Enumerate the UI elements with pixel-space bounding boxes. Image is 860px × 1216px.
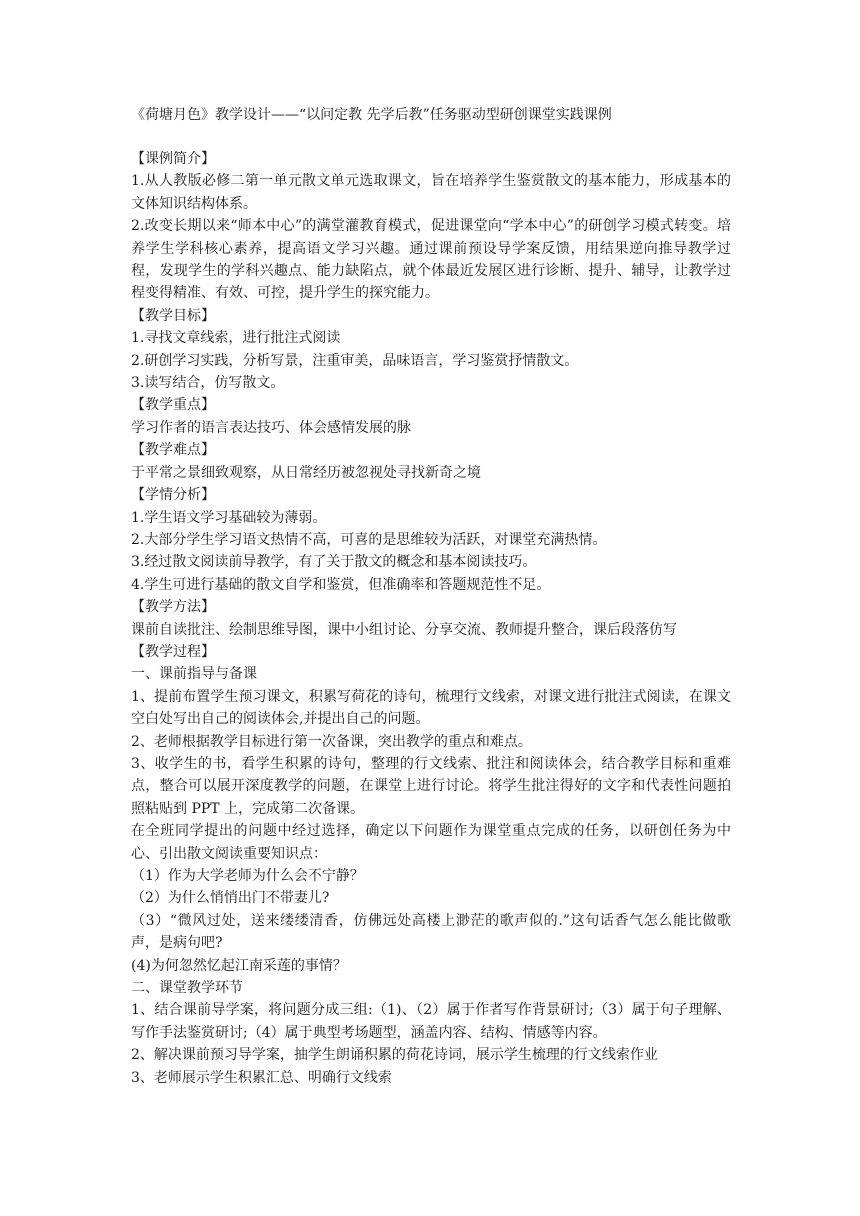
paragraph: 课前自读批注、绘制思维导图，课中小组讨论、分享交流、教师提升整合，课后段落仿写 bbox=[131, 621, 677, 638]
paragraph: 1、提前布置学生预习课文，积累写荷花的诗句，梳理行文线索，对课文进行批注式阅读，在课文空白处写出自己的阅读体会,并提出自己的问题。 bbox=[131, 688, 731, 728]
subsection-heading: 二、课堂教学环节 bbox=[131, 980, 243, 997]
paragraph: 1.寻找文章线索，进行批注式阅读 bbox=[131, 330, 341, 347]
question-item: （1）作为大学老师为什么会不宁静？ bbox=[131, 868, 364, 884]
document-page bbox=[131, 104, 731, 1089]
paragraph: 3、老师展示学生积累汇总、明确行文线索 bbox=[131, 1069, 392, 1086]
title-spacer bbox=[131, 126, 731, 148]
section-heading-methods: 【教学方法】 bbox=[131, 599, 215, 616]
paragraph: 3、收学生的书，看学生积累的诗句，整理的行文线索、批注和阅读体会，结合教学目标和重难点，整合可以展开深度教学的问题，在课堂上进行讨论。将学生批注得好的文字和代表性问题拍照粘贴到 PPT 上，完成第二次备课。 bbox=[131, 755, 731, 817]
paragraph: 学习作者的语言表达技巧、体会感情发展的脉 bbox=[131, 419, 411, 436]
section-heading-process: 【教学过程】 bbox=[131, 643, 215, 660]
question-item: （2）为什么悄悄出门不带妻儿? bbox=[131, 890, 330, 907]
paragraph: 3.读写结合，仿写散文。 bbox=[131, 375, 285, 392]
paragraph: 3.经过散文阅读前导教学，有了关于散文的概念和基本阅读技巧。 bbox=[131, 554, 537, 571]
paragraph: 1、结合课前导学案，将问题分成三组:（1)、（2）属于作者写作背景研讨;（3）属于句子理解、写作手法鉴赏研讨;（4）属于典型考场题型，涵盖内容、结构、情感等内容。 bbox=[131, 1002, 731, 1041]
paragraph: 一、课前指导与备课 bbox=[131, 666, 257, 683]
paragraph: 2、老师根据教学目标进行第一次备课，突出教学的重点和难点。 bbox=[131, 733, 532, 750]
paragraph: 2.研创学习实践，分析写景，注重审美，品味语言，学习鉴赏抒情散文。 bbox=[131, 352, 579, 369]
paragraph: 1.从人教版必修二第一单元散文单元选取课文，旨在培养学生鉴赏散文的基本能力，形成基本的文体知识结构体系。 bbox=[131, 173, 731, 212]
paragraph: 4.学生可进行基础的散文自学和鉴赏，但准确率和答题规范性不足。 bbox=[131, 576, 551, 593]
section-heading-intro: 【课例简介】 bbox=[131, 151, 215, 167]
paragraph: 1.学生语文学习基础较为薄弱。 bbox=[131, 509, 327, 526]
paragraph: 2.大部分学生学习语文热情不高，可喜的是思维较为活跃，对课堂充满热情。 bbox=[131, 531, 607, 548]
section-heading-student-analysis: 【学情分析】 bbox=[131, 487, 215, 504]
paragraph: 在全班同学提出的问题中经过选择，确定以下问题作为课堂重点完成的任务，以研创任务为中心、引出散文阅读重要知识点： bbox=[131, 823, 731, 862]
paragraph: 于平常之景细致观察，从日常经历被忽视处寻找新奇之境 bbox=[131, 464, 481, 481]
question-item: （3）“微风过处，送来缕缕清香，仿佛远处高楼上渺茫的歌声似的.”这句话香气怎么能比做歌声，是病句吧? bbox=[131, 912, 731, 952]
question-item: (4)为何忽然忆起江南采莲的事情？ bbox=[131, 957, 347, 974]
document-title: 《荷塘月色》教学设计——“以问定教 先学后教”任务驱动型研创课堂实践课例 bbox=[131, 107, 612, 123]
section-heading-difficulties: 【教学难点】 bbox=[131, 442, 215, 459]
paragraph: 2、解决课前预习导学案，抽学生朗诵积累的荷花诗词，展示学生梳理的行文线索作业 bbox=[131, 1047, 658, 1064]
section-heading-key-points: 【教学重点】 bbox=[131, 397, 215, 414]
paragraph: 2.改变长期以来“师本中心”的满堂灌教育模式，促进课堂向“学本中心”的研创学习模式转变。培养学生学科核心素养，提高语文学习兴趣。通过课前预设导学案反馈，用结果逆向推导教学过程，发现学生的学科兴趣点、能力缺陷点，就个体最近发展区进行诊断、提升、辅导，让教学过程变得精准、有效、可控，提升学生的探究能力。 bbox=[131, 218, 731, 302]
section-heading-goals: 【教学目标】 bbox=[131, 307, 215, 324]
